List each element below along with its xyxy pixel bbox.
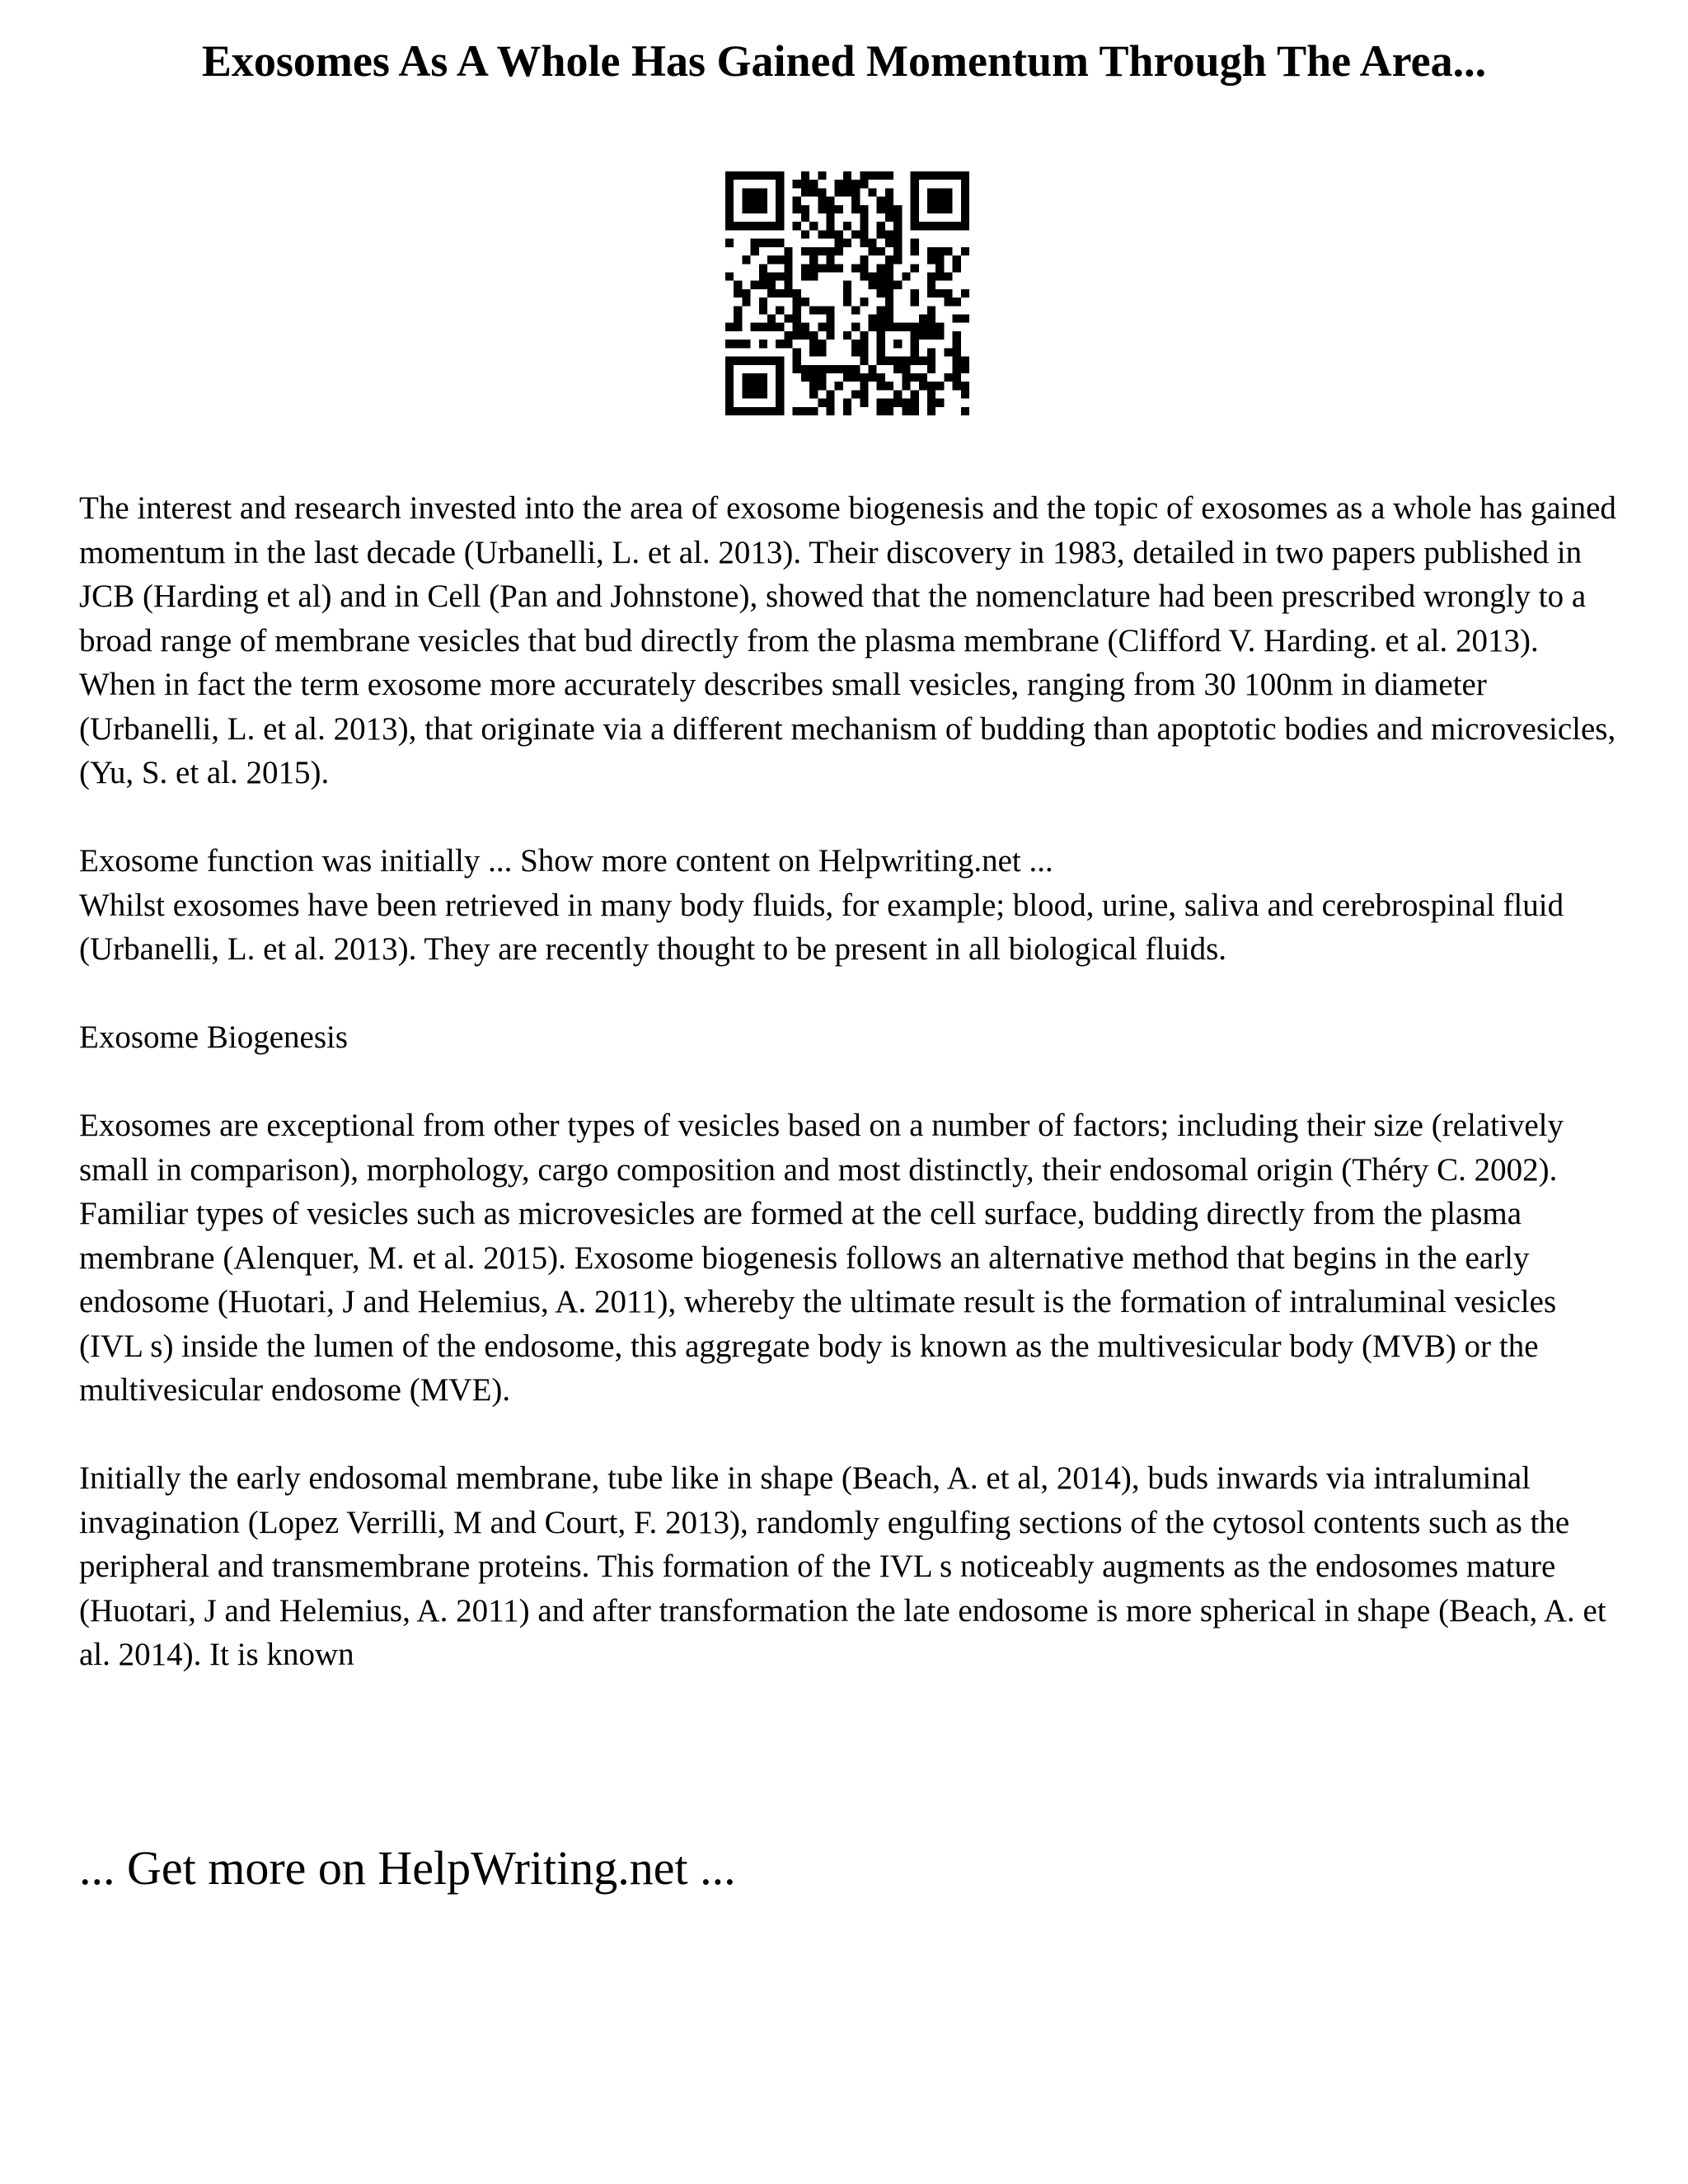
paragraph-biogenesis: Exosomes are exceptional from other types of vesicles based on a number of factors; including their size (relatively small in comparison), morphology, cargo composition and most distinctly, their endosomal origin (Théry C. 2002). Familiar types of vesicles such as microvesicles are formed at the cell surface, budding directly from the plasma membrane (Alenquer, M. et al. 2015). Exosome biogenesis follows an alternative method that begins in the early endosome (Huotari, J and Helemius, A. 2011), whereby the ultimate result is the formation of intraluminal vesicles (IVL s) inside the lumen of the endosome, this aggregate body is known as the multivesicular body (MVB) or the multivesicular endosome (MVE). [79,1108,1564,1408]
document-title: Exosomes As A Whole Has Gained Momentum Through The Area... [201,36,1487,86]
paragraph-show-more: Exosome function was initially ... Show more content on Helpwriting.net ... [79,843,1053,879]
section-heading-biogenesis: Exosome Biogenesis [79,1019,349,1055]
paragraph-body-fluids: Whilst exosomes have been retrieved in many body fluids, for example; blood, urine, saliva and cerebrospinal fluid (Urbanelli, L. et al. 2013). They are recently thought to be present in all biological fluids. [79,887,1564,967]
get-more-link[interactable]: ... Get more on HelpWriting.net ... [79,1841,736,1895]
paragraph-intro: The interest and research invested into the area of exosome biogenesis and the topic of exosomes as a whole has gained momentum in the last decade (Urbanelli, L. et al. 2013). Their discovery in 1983, detailed in two papers published in JCB (Harding et al) and in Cell (Pan and Johnstone), showed that the nomenclature had been prescribed wrongly to a broad range of membrane vesicles that bud directly from the plasma membrane (Clifford V. Harding. et al. 2013). When in fact the term exosome more accurately describes small vesicles, ranging from 30 100nm in diameter (Urbanelli, L. et al. 2013), that originate via a different mechanism of budding than apoptotic bodies and microvesicles, (Yu, S. et al. 2015). [79,490,1616,790]
paragraph-endosomal-membrane: Initially the early endosomal membrane, tube like in shape (Beach, A. et al, 2014), buds inwards via intraluminal invagination (Lopez Verrilli, M and Court, F. 2013), randomly engulfing sections of the cytosol contents such as the peripheral and transmembrane proteins. This formation of the IVL s noticeably augments as the endosomes mature (Huotari, J and Helemius, A. 2011) and after transformation the late endosome is more spherical in shape (Beach, A. et al. 2014). It is known [79,1460,1606,1672]
qr-code-icon [725,171,969,415]
article-body [79,486,1620,1677]
qr-code-graphic [725,171,969,415]
